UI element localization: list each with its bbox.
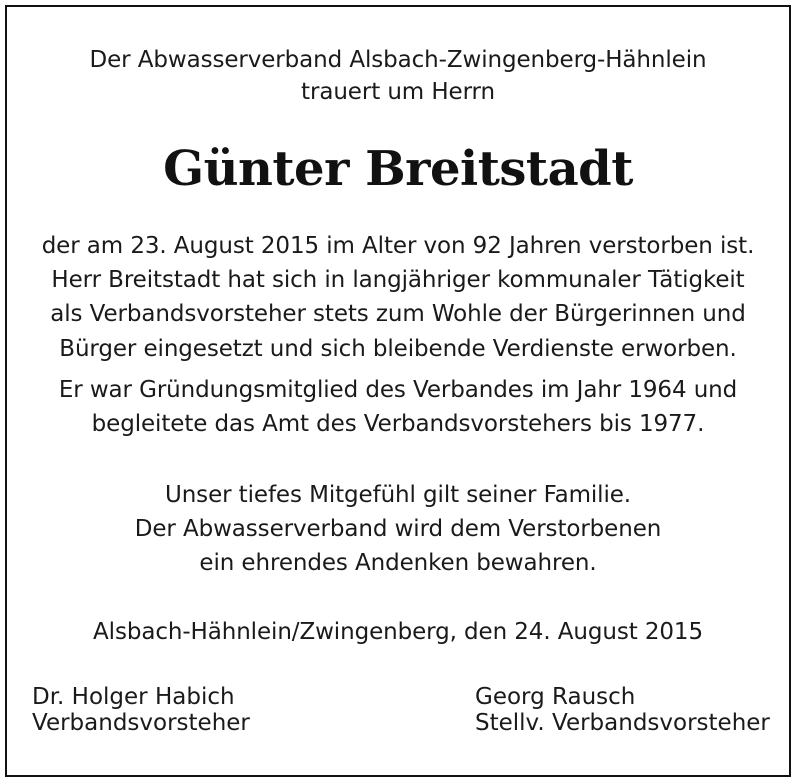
- organization-line: Der Abwasserverband Alsbach-Zwingenberg-Hähnlein: [89, 47, 707, 73]
- body-line: Bürger eingesetzt und sich bleibende Verdienste erworben.: [59, 336, 737, 362]
- condolence-line: ein ehrendes Andenken bewahren.: [199, 550, 597, 576]
- deceased-name: Günter Breitstadt: [163, 141, 633, 197]
- condolence-line: Der Abwasserverband wird dem Verstorbenen: [134, 516, 662, 542]
- obituary-notice: [5, 5, 791, 777]
- signatory-name: Dr. Holger Habich: [32, 684, 235, 710]
- signatory-name: Georg Rausch: [475, 684, 636, 710]
- body-line: Er war Gründungsmitglied des Verbandes im Jahr 1964 und: [58, 377, 738, 403]
- signatory-title: Verbandsvorsteher: [32, 710, 250, 736]
- body-line: der am 23. August 2015 im Alter von 92 Jahren verstorben ist.: [41, 233, 755, 259]
- condolence-line: Unser tiefes Mitgefühl gilt seiner Familie.: [164, 482, 632, 508]
- signatory-title: Stellv. Verbandsvorsteher: [475, 710, 770, 736]
- body-line: als Verbandsvorsteher stets zum Wohle der Bürgerinnen und: [50, 301, 746, 327]
- body-line: Herr Breitstadt hat sich in langjähriger kommunaler Tätigkeit: [51, 267, 745, 293]
- body-line: begleitete das Amt des Verbandsvorstehers bis 1977.: [91, 411, 705, 437]
- mourns-line: trauert um Herrn: [301, 79, 495, 105]
- place-date: Alsbach-Hähnlein/Zwingenberg, den 24. August 2015: [93, 619, 703, 645]
